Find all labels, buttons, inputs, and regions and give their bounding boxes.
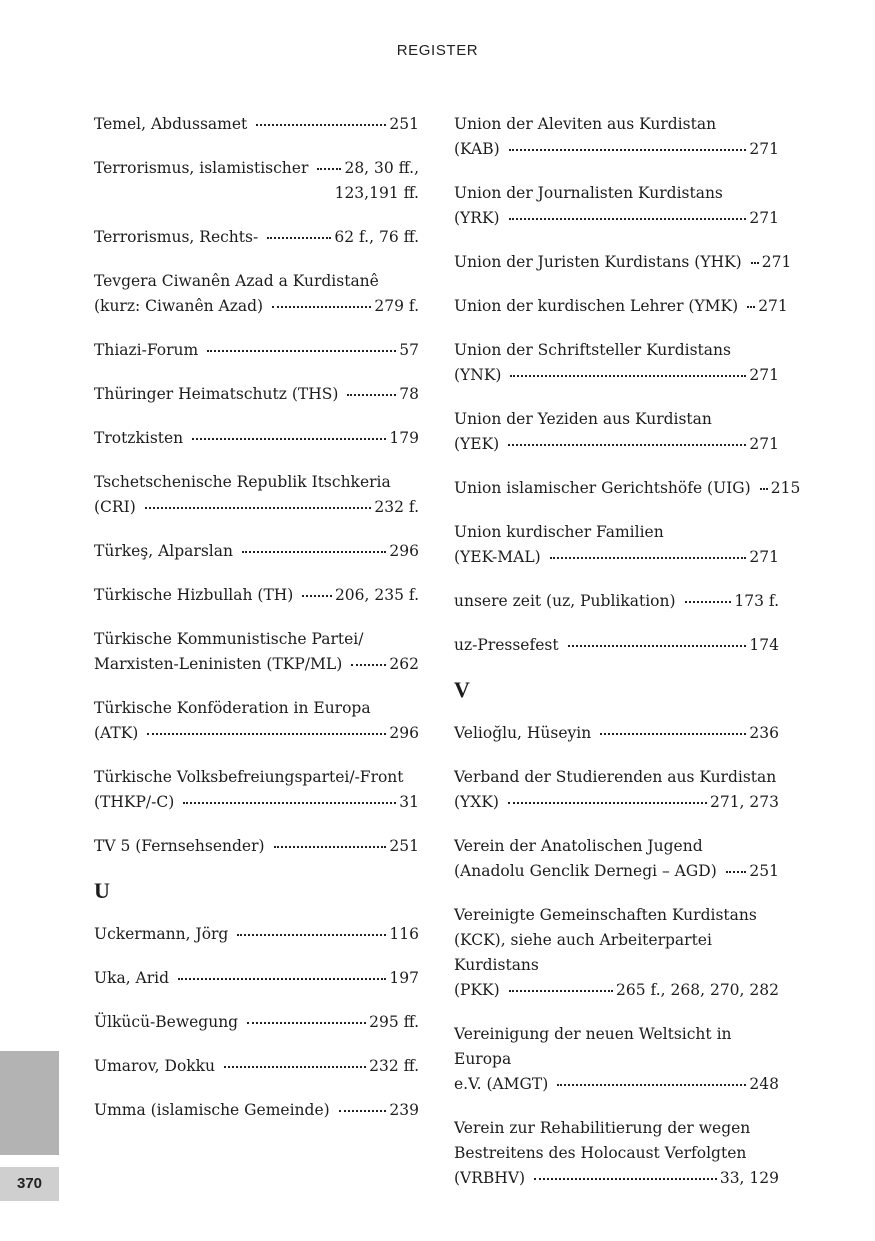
dot-leader bbox=[751, 257, 759, 264]
entry-last-line bbox=[94, 426, 419, 451]
entry-last-line bbox=[454, 721, 779, 746]
entry-term: Union der kurdischen Lehrer (YMK) bbox=[454, 297, 739, 315]
index-entry bbox=[94, 696, 419, 746]
dot-leader bbox=[147, 728, 386, 735]
entry-last-line bbox=[454, 978, 779, 1003]
index-entry bbox=[454, 589, 779, 614]
page-reference: 251 bbox=[749, 862, 779, 880]
entry-term: (YEK-MAL) bbox=[454, 548, 541, 566]
page-reference: 271 bbox=[749, 548, 779, 566]
entry-term: (THKP/-C) bbox=[94, 793, 175, 811]
entry-last-line bbox=[94, 338, 419, 363]
page-reference: 28, 30 ff., bbox=[344, 159, 419, 177]
entry-term: (YRK) bbox=[454, 209, 500, 227]
index-entry bbox=[454, 721, 779, 746]
page-reference: 296 bbox=[389, 724, 419, 742]
entry-term: (Anadolu Genclik Dernegi – AGD) bbox=[454, 862, 717, 880]
entry-term: Velioğlu, Hüseyin bbox=[454, 724, 592, 742]
index-entry bbox=[94, 539, 419, 564]
index-entry bbox=[454, 834, 779, 884]
page-reference: 271 bbox=[749, 435, 779, 453]
dot-leader bbox=[272, 301, 371, 308]
index-entry bbox=[454, 903, 779, 1003]
entry-last-line bbox=[454, 206, 779, 231]
index-column-right bbox=[454, 112, 801, 1210]
page-reference: 179 bbox=[389, 429, 419, 447]
page-reference: 62 f., 76 ff. bbox=[334, 228, 419, 246]
entry-text-line: Türkische Konföderation in Europa bbox=[94, 699, 371, 717]
entry-text-line: Union der Yeziden aus Kurdistan bbox=[454, 410, 712, 428]
entry-term: Ülkücü-Bewegung bbox=[94, 1013, 239, 1031]
page-reference: 239 bbox=[389, 1101, 419, 1119]
dot-leader bbox=[192, 433, 386, 440]
index-entry bbox=[454, 1116, 779, 1191]
entry-last-line bbox=[454, 633, 779, 658]
dot-leader bbox=[183, 797, 396, 804]
entry-term: (PKK) bbox=[454, 981, 500, 999]
page-reference: 174 bbox=[749, 636, 779, 654]
index-entry bbox=[94, 765, 419, 815]
entry-term: Türkische Hizbullah (TH) bbox=[94, 586, 294, 604]
entry-last-line bbox=[454, 363, 779, 388]
index-entry bbox=[454, 520, 779, 570]
dot-leader bbox=[237, 929, 386, 936]
index-entry bbox=[94, 583, 419, 608]
entry-last-line bbox=[94, 966, 419, 991]
entry-last-line bbox=[94, 495, 419, 520]
entry-term: Thüringer Heimatschutz (THS) bbox=[94, 385, 339, 403]
index-entry bbox=[94, 269, 419, 319]
page-reference: 295 ff. bbox=[369, 1013, 419, 1031]
entry-term: (CRI) bbox=[94, 498, 136, 516]
page-reference: 271 bbox=[749, 209, 779, 227]
page-reference: 31 bbox=[399, 793, 419, 811]
entries-t-group bbox=[94, 112, 419, 859]
entry-last-line bbox=[454, 545, 779, 570]
dot-leader bbox=[274, 841, 387, 848]
page-reference: 57 bbox=[399, 341, 419, 359]
index-entry bbox=[454, 181, 779, 231]
dot-leader bbox=[534, 1173, 717, 1180]
entry-term: Union islamischer Gerichtshöfe (UIG) bbox=[454, 479, 751, 497]
page-reference: 271 bbox=[758, 297, 788, 315]
entry-term: unsere zeit (uz, Publikation) bbox=[454, 592, 676, 610]
dot-leader bbox=[600, 728, 746, 735]
dot-leader bbox=[224, 1061, 366, 1068]
entry-last-line bbox=[94, 1098, 419, 1123]
dot-leader bbox=[207, 345, 396, 352]
entry-last-line bbox=[454, 294, 788, 319]
entry-text-line: Verein der Anatolischen Jugend bbox=[454, 837, 703, 855]
entry-term: Uka, Arid bbox=[94, 969, 170, 987]
entry-last-line bbox=[94, 790, 419, 815]
entry-text-line: Türkische Volksbefreiungspartei/-Front bbox=[94, 768, 404, 786]
dot-leader bbox=[267, 232, 331, 239]
entry-last-line bbox=[454, 432, 779, 457]
dot-leader bbox=[317, 163, 341, 170]
section-letter-v: V bbox=[454, 677, 470, 702]
entry-last-line bbox=[454, 589, 779, 614]
dot-leader bbox=[339, 1105, 387, 1112]
entry-text-line: Vereinigung der neuen Weltsicht in Europa bbox=[454, 1025, 732, 1068]
entry-last-line bbox=[94, 382, 419, 407]
entry-text-line: Tevgera Ciwanên Azad a Kurdistanê bbox=[94, 272, 379, 290]
entry-text-line: Union kurdischer Familien bbox=[454, 523, 664, 541]
index-column-left bbox=[94, 112, 419, 1142]
entry-last-line bbox=[94, 922, 419, 947]
index-entry bbox=[94, 834, 419, 859]
page-reference: 248 bbox=[749, 1075, 779, 1093]
index-entry bbox=[94, 627, 419, 677]
entry-last-line bbox=[94, 112, 419, 137]
entry-term: TV 5 (Fernsehsender) bbox=[94, 837, 265, 855]
entry-term: Trotzkisten bbox=[94, 429, 184, 447]
index-entry bbox=[454, 338, 779, 388]
entry-text-line: Union der Journalisten Kurdistans bbox=[454, 184, 723, 202]
entry-term: uz-Pressefest bbox=[454, 636, 559, 654]
index-entry bbox=[454, 476, 801, 501]
page-reference: 262 bbox=[389, 655, 419, 673]
entry-last-line bbox=[454, 1166, 779, 1191]
entry-text-line: Bestreitens des Holocaust Verfolgten bbox=[454, 1144, 747, 1162]
entry-term: (YXK) bbox=[454, 793, 499, 811]
index-entry bbox=[94, 1098, 419, 1123]
dot-leader bbox=[685, 596, 732, 603]
index-entry bbox=[94, 470, 419, 520]
page-reference: 279 f. bbox=[374, 297, 419, 315]
entry-text-line: Union der Schriftsteller Kurdistans bbox=[454, 341, 731, 359]
entry-last-line bbox=[94, 539, 419, 564]
dot-leader bbox=[242, 546, 386, 553]
page-reference-continuation: 123,191 ff. bbox=[334, 184, 419, 202]
page-reference: 206, 235 f. bbox=[334, 586, 419, 604]
entry-term: e.V. (AMGT) bbox=[454, 1075, 549, 1093]
page-reference: 33, 129 bbox=[719, 1169, 779, 1187]
entry-term: (kurz: Ciwanên Azad) bbox=[94, 297, 264, 315]
dot-leader bbox=[347, 389, 396, 396]
page-reference: 271, 273 bbox=[709, 793, 779, 811]
index-entry bbox=[454, 633, 779, 658]
entry-last-line bbox=[94, 1054, 419, 1079]
page-reference: 197 bbox=[389, 969, 419, 987]
page-reference: 265 f., 268, 270, 282 bbox=[616, 981, 779, 999]
entry-term: Union der Juristen Kurdistans (YHK) bbox=[454, 253, 742, 271]
entry-text-line: Verband der Studierenden aus Kurdistan bbox=[454, 768, 777, 786]
entry-last-line bbox=[454, 1072, 779, 1097]
dot-leader bbox=[550, 552, 747, 559]
entry-term: Terrorismus, islamistischer bbox=[94, 159, 309, 177]
index-entry bbox=[454, 407, 779, 457]
index-entry bbox=[94, 922, 419, 947]
page-reference: 116 bbox=[389, 925, 419, 943]
index-entry bbox=[94, 382, 419, 407]
page-reference: 215 bbox=[770, 479, 801, 497]
page-reference: 251 bbox=[389, 837, 419, 855]
page-reference: 296 bbox=[389, 542, 419, 560]
dot-leader bbox=[247, 1017, 366, 1024]
index-entry bbox=[94, 338, 419, 363]
dot-leader bbox=[302, 590, 332, 597]
dot-leader bbox=[145, 502, 372, 509]
entry-text-line: Türkische Kommunistische Partei/ bbox=[94, 630, 364, 648]
entry-term: Uckermann, Jörg bbox=[94, 925, 229, 943]
index-entry bbox=[94, 225, 419, 250]
entry-text-line: (KCK), siehe auch Arbeiterpartei Kurdistans bbox=[454, 931, 712, 974]
entry-last-line bbox=[94, 583, 419, 608]
entry-term: Terrorismus, Rechts- bbox=[94, 228, 259, 246]
entry-last-line bbox=[94, 156, 419, 181]
index-entry bbox=[94, 1054, 419, 1079]
running-header: REGISTER bbox=[396, 42, 479, 59]
dot-leader bbox=[351, 659, 386, 666]
index-entry bbox=[454, 112, 779, 162]
entry-last-line bbox=[94, 834, 419, 859]
index-entry bbox=[454, 294, 788, 319]
entry-text-line: Vereinigte Gemeinschaften Kurdistans bbox=[454, 906, 757, 924]
page-reference: 232 f. bbox=[374, 498, 419, 516]
entry-term: Marxisten-Leninisten (TKP/ML) bbox=[94, 655, 343, 673]
dot-leader bbox=[509, 985, 613, 992]
thumb-index-tab bbox=[0, 1051, 59, 1155]
entry-last-line bbox=[454, 476, 801, 501]
entry-term: (YNK) bbox=[454, 366, 502, 384]
page-number: 370 bbox=[0, 1167, 59, 1201]
entry-last-line bbox=[454, 790, 779, 815]
entry-last-line bbox=[454, 859, 779, 884]
dot-leader bbox=[760, 483, 768, 490]
index-entry bbox=[94, 156, 419, 206]
dot-leader bbox=[509, 144, 747, 151]
dot-leader bbox=[557, 1079, 746, 1086]
entries-u-group bbox=[94, 922, 419, 1123]
dot-leader bbox=[726, 866, 747, 873]
entry-text-line: Verein zur Rehabilitierung der wegen bbox=[454, 1119, 751, 1137]
page-reference: 232 ff. bbox=[369, 1057, 419, 1075]
entry-term: Temel, Abdussamet bbox=[94, 115, 248, 133]
entry-last-line bbox=[94, 1010, 419, 1035]
entry-last-line bbox=[94, 225, 419, 250]
entry-term: (KAB) bbox=[454, 140, 500, 158]
entries-u-group-continued bbox=[454, 112, 801, 658]
index-entry bbox=[454, 765, 779, 815]
entry-term: (ATK) bbox=[94, 724, 139, 742]
index-entry bbox=[94, 1010, 419, 1035]
page-reference: 271 bbox=[749, 140, 779, 158]
entry-last-line bbox=[94, 294, 419, 319]
index-entry bbox=[94, 966, 419, 991]
page-reference: 236 bbox=[749, 724, 779, 742]
entry-term: Umarov, Dokku bbox=[94, 1057, 216, 1075]
dot-leader bbox=[508, 439, 746, 446]
dot-leader bbox=[256, 119, 386, 126]
dot-leader bbox=[747, 301, 755, 308]
entry-term: Umma (islamische Gemeinde) bbox=[94, 1101, 330, 1119]
dot-leader bbox=[178, 973, 386, 980]
page-reference: 251 bbox=[389, 115, 419, 133]
page-reference: 271 bbox=[761, 253, 792, 271]
index-entry bbox=[94, 112, 419, 137]
dot-leader bbox=[508, 797, 707, 804]
entry-last-line bbox=[94, 652, 419, 677]
entry-term: Türkeş, Alparslan bbox=[94, 542, 233, 560]
entry-term: (VRBHV) bbox=[454, 1169, 526, 1187]
entry-term: (YEK) bbox=[454, 435, 500, 453]
entry-last-line bbox=[94, 721, 419, 746]
entry-term: Thiazi-Forum bbox=[94, 341, 199, 359]
dot-leader bbox=[509, 213, 747, 220]
page-reference: 173 f. bbox=[734, 592, 779, 610]
entry-last-line bbox=[454, 137, 779, 162]
index-entry bbox=[454, 1022, 779, 1097]
entry-last-line bbox=[454, 250, 792, 275]
entry-text-line: Tschetschenische Republik Itschkeria bbox=[94, 473, 391, 491]
entry-text-line: Union der Aleviten aus Kurdistan bbox=[454, 115, 717, 133]
page-reference: 78 bbox=[399, 385, 419, 403]
dot-leader bbox=[510, 370, 746, 377]
page-reference: 271 bbox=[749, 366, 779, 384]
entries-v-group bbox=[454, 721, 779, 1191]
section-letter-u: U bbox=[94, 878, 110, 903]
index-entry bbox=[94, 426, 419, 451]
index-entry bbox=[454, 250, 792, 275]
dot-leader bbox=[568, 640, 747, 647]
